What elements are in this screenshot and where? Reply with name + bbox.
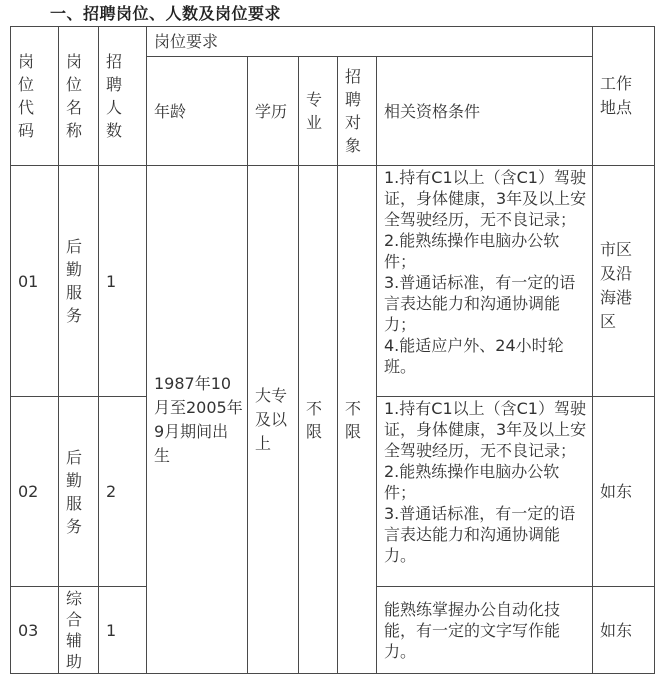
header-major: 专业 [306,90,323,132]
row-02-name: 后勤服务 [66,447,83,536]
row-02-qualifications: 1.持有C1以上（含C1）驾驶证，身体健康，3年及以上安全驾驶经历，无不良记录； 2.能熟练操作电脑办公软件； 3.普通话标准，有一定的语言表达能力和沟通协调能力。 [384,399,587,565]
header-major-cell [298,56,337,165]
header-code-cell [10,26,58,165]
row-03-qualifications: 能熟练掌握办公自动化技能，有一定的文字写作能力。 [384,599,561,661]
row-01-name-cell [58,165,98,396]
header-location: 工作地点 [600,74,633,117]
header-code: 岗位代码 [18,52,35,140]
row-02-count-cell [98,396,146,586]
header-requirements-cell [146,26,592,56]
education-value: 大专及以上 [255,385,288,453]
row-03-qualifications-cell [376,586,592,674]
header-requirements: 岗位要求 [154,32,219,51]
age-merged-cell [146,165,247,674]
header-age: 年龄 [154,101,187,121]
header-target-cell [337,56,376,165]
education-merged-cell [247,165,298,674]
row-03-count: 1 [106,620,117,640]
major-merged-cell [298,165,337,674]
row-01-location-cell [592,165,655,396]
row-02-code-cell [10,396,58,586]
major-value: 不限 [306,398,323,441]
section-heading: 一、招聘岗位、人数及岗位要求 [50,4,282,23]
target-merged-cell [337,165,376,674]
row-03-code-cell [10,586,58,674]
header-name-cell [58,26,98,165]
header-qualifications: 相关资格条件 [384,101,481,121]
row-03-code: 03 [18,620,39,640]
header-age-cell [146,56,247,165]
age-value: 1987年10月至2005年9月期间出生 [154,373,243,465]
row-03-location: 如东 [600,620,633,640]
row-01-count: 1 [106,271,117,291]
row-02-count: 2 [106,482,117,501]
row-01-code: 01 [18,271,39,291]
header-count: 招聘人数 [106,52,123,140]
header-target: 招聘对象 [345,67,362,155]
row-02-name-cell [58,396,98,586]
row-01-location: 市区及沿海港区 [600,240,633,331]
header-education-cell [247,56,298,165]
target-value: 不限 [345,398,362,441]
row-02-location: 如东 [600,482,633,501]
row-03-name: 综合辅助 [66,589,83,671]
row-02-code: 02 [18,482,39,501]
header-count-cell [98,26,146,165]
header-qualifications-cell [376,56,592,165]
row-01-qualifications: 1.持有C1以上（含C1）驾驶证，身体健康，3年及以上安全驾驶经历，无不良记录； 2.能熟练操作电脑办公软件； 3.普通话标准，有一定的语言表达能力和沟通协调能力； 4.能适应户外、24小时轮班。 [384,168,587,376]
row-02-location-cell [592,396,655,586]
row-03-name-cell [58,586,98,674]
header-location-cell [592,26,655,165]
row-02-qualifications-cell [376,396,592,586]
row-01-name: 后勤服务 [66,237,83,325]
row-01-qualifications-cell [376,165,592,396]
header-education: 学历 [255,101,288,121]
recruitment-table [10,26,655,674]
row-01-count-cell [98,165,146,396]
header-name: 岗位名称 [66,52,83,140]
row-01-code-cell [10,165,58,396]
row-03-count-cell [98,586,146,674]
row-03-location-cell [592,586,655,674]
